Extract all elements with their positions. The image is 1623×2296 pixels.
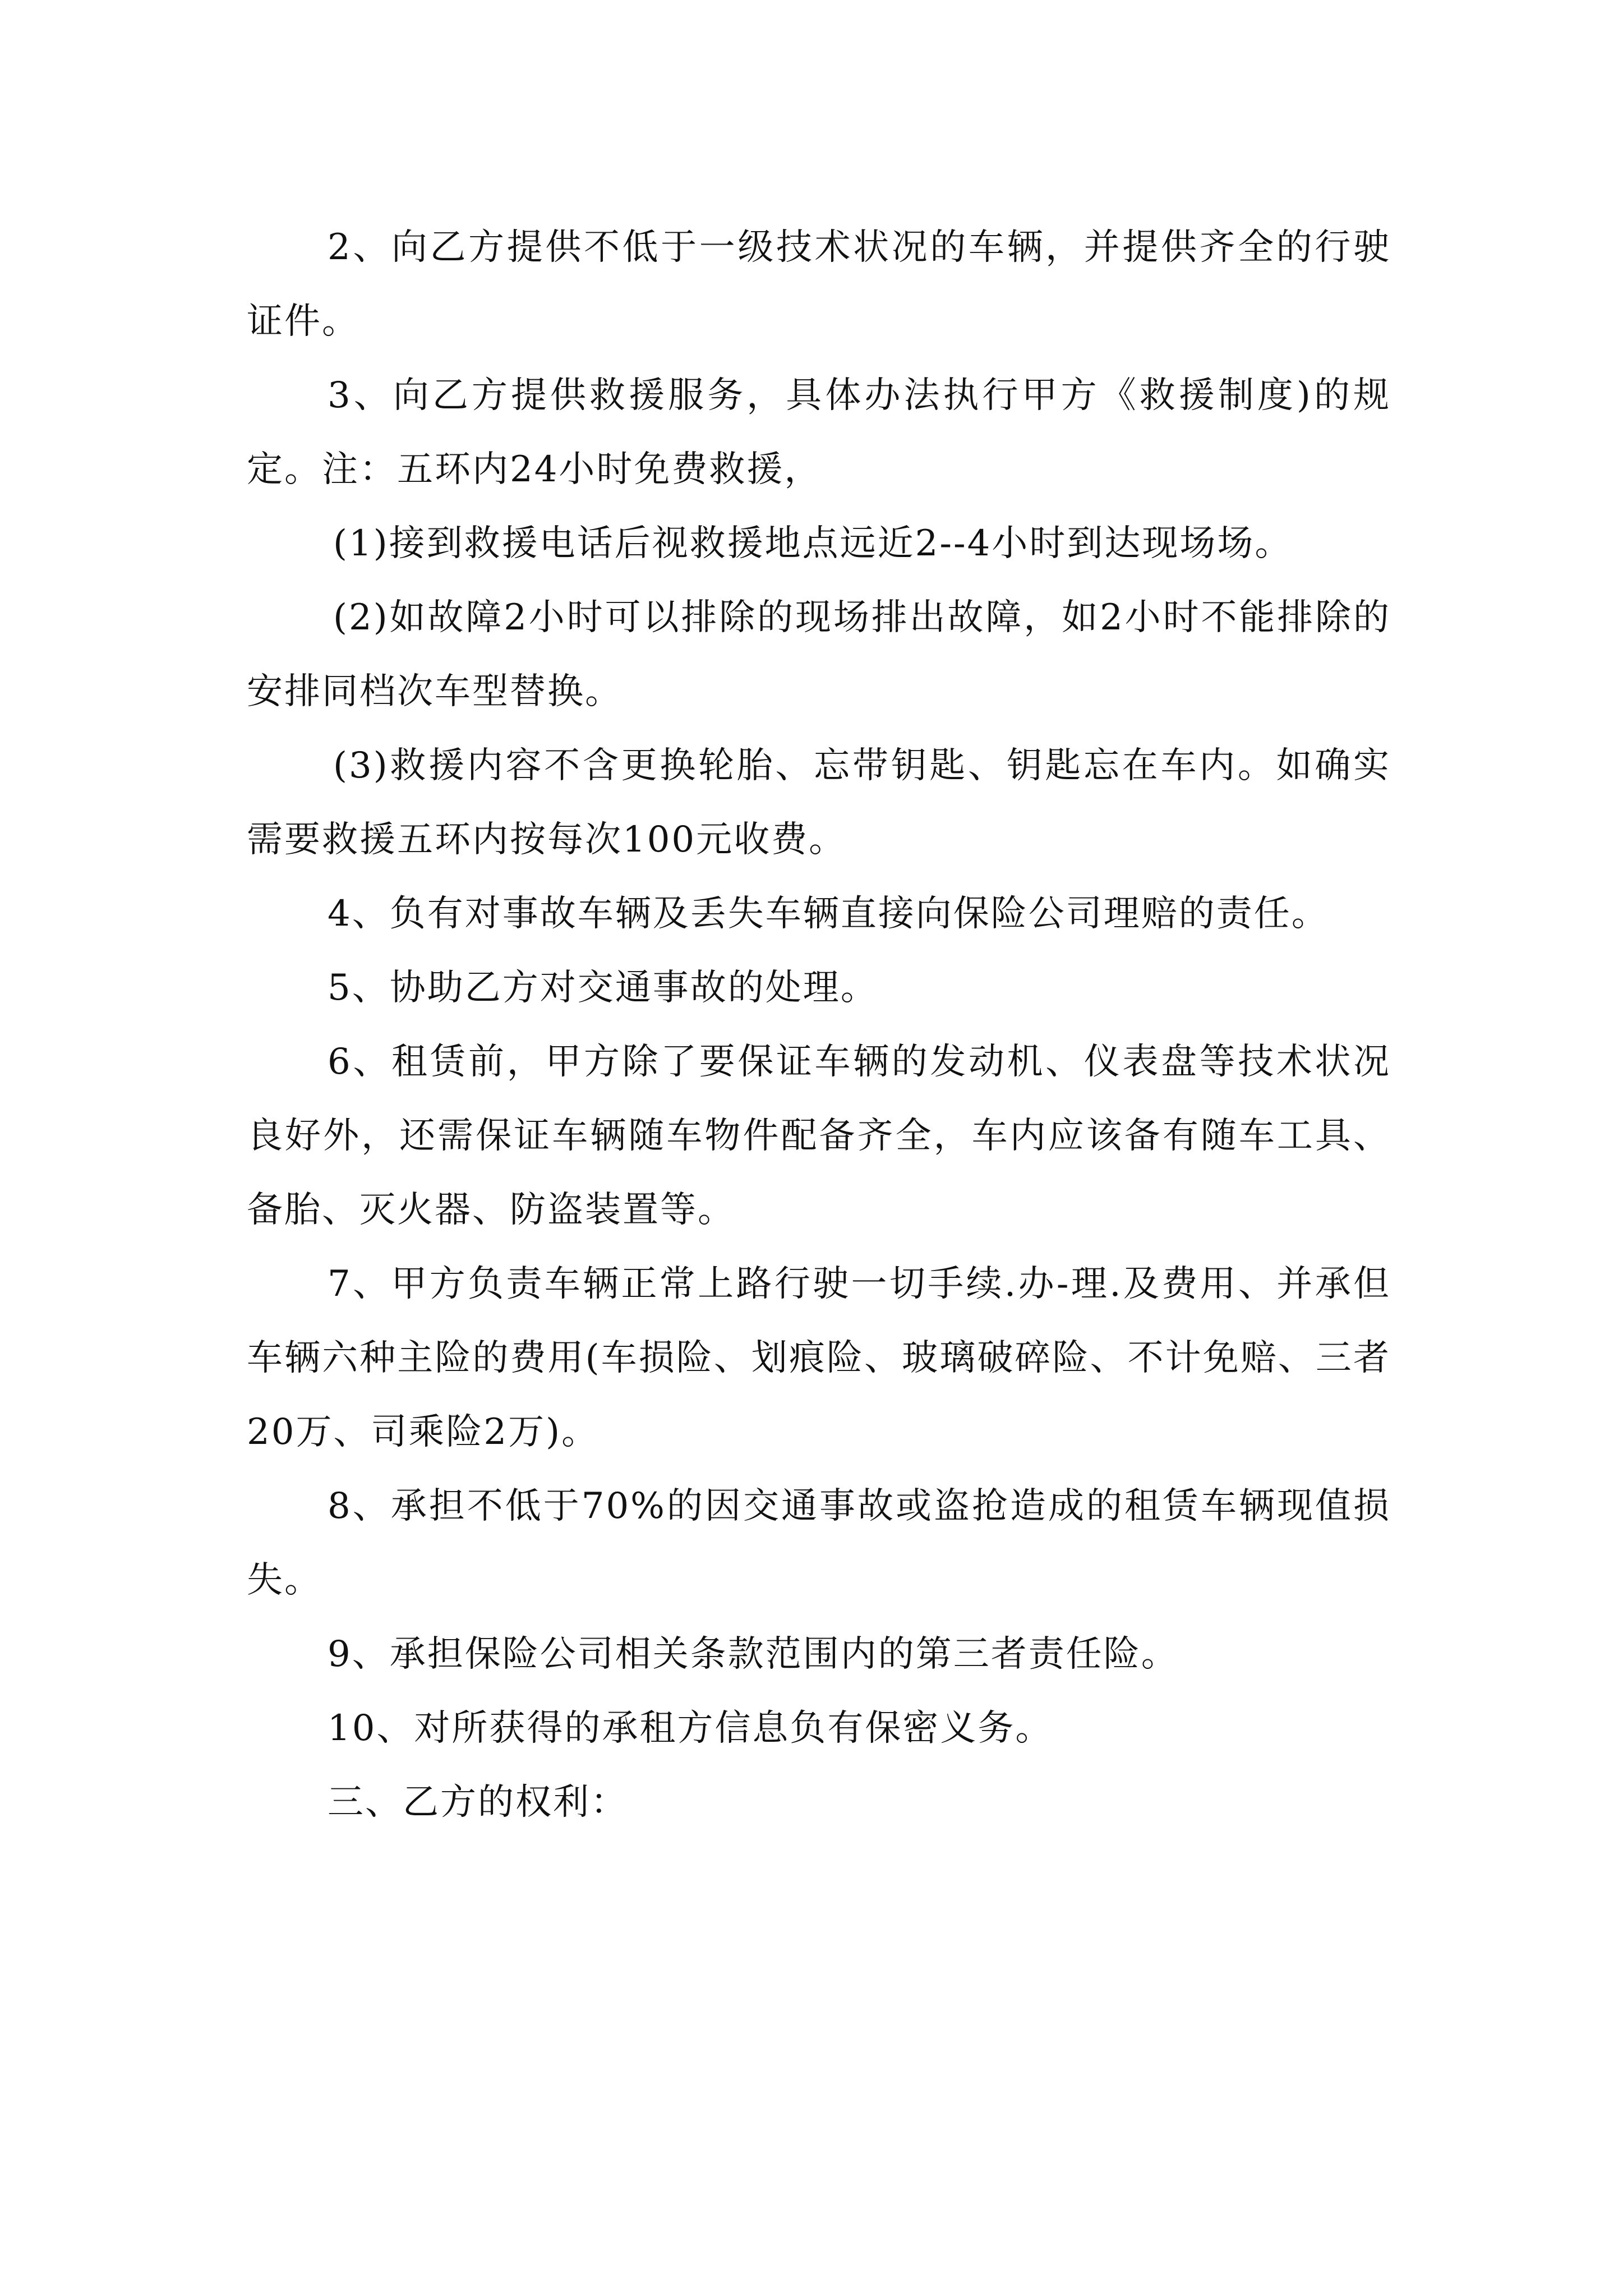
document-body: [247, 210, 1391, 1839]
clause-3: 3、向乙方提供救援服务，具体办法执行甲方《救援制度)的规定。注：五环内24小时免费救援，: [247, 375, 1391, 490]
clause-5: 5、协助乙方对交通事故的处理。: [328, 967, 878, 1009]
clause-3-item-3: (3)救援内容不含更换轮胎、忘带钥匙、钥匙忘在车内。如确实需要救援五环内按每次100元收费。: [247, 745, 1391, 861]
clause-9: 9、承担保险公司相关条款范围内的第三者责任险。: [328, 1634, 1179, 1675]
clause-3-item-2: (2)如故障2小时可以排除的现场排出故障，如2小时不能排除的安排同档次车型替换。: [247, 597, 1391, 712]
clause-7: 7、甲方负责车辆正常上路行驶一切手续.办-理.及费用、并承但车辆六种主险的费用(车损险、划痕险、玻璃破碎险、不计免赔、三者20万、司乘险2万)。: [247, 1263, 1391, 1453]
clause-8: 8、承担不低于70%的因交通事故或盗抢造成的租赁车辆现值损失。: [247, 1485, 1391, 1601]
section-heading-party-b-rights: 三、乙方的权利：: [328, 1782, 628, 1823]
clause-2: 2、向乙方提供不低于一级技术状况的车辆，并提供齐全的行驶证件。: [247, 227, 1391, 342]
clause-4: 4、负有对事故车辆及丢失车辆直接向保险公司理赔的责任。: [328, 893, 1329, 935]
clause-6: 6、租赁前，甲方除了要保证车辆的发动机、仪表盘等技术状况良好外，还需保证车辆随车物件配备齐全，车内应该备有随车工具、备胎、灭火器、防盗装置等。: [247, 1041, 1391, 1231]
clause-10: 10、对所获得的承租方信息负有保密义务。: [328, 1708, 1053, 1749]
clause-3-item-1: (1)接到救援电话后视救援地点远近2--4小时到达现场场。: [333, 523, 1293, 564]
